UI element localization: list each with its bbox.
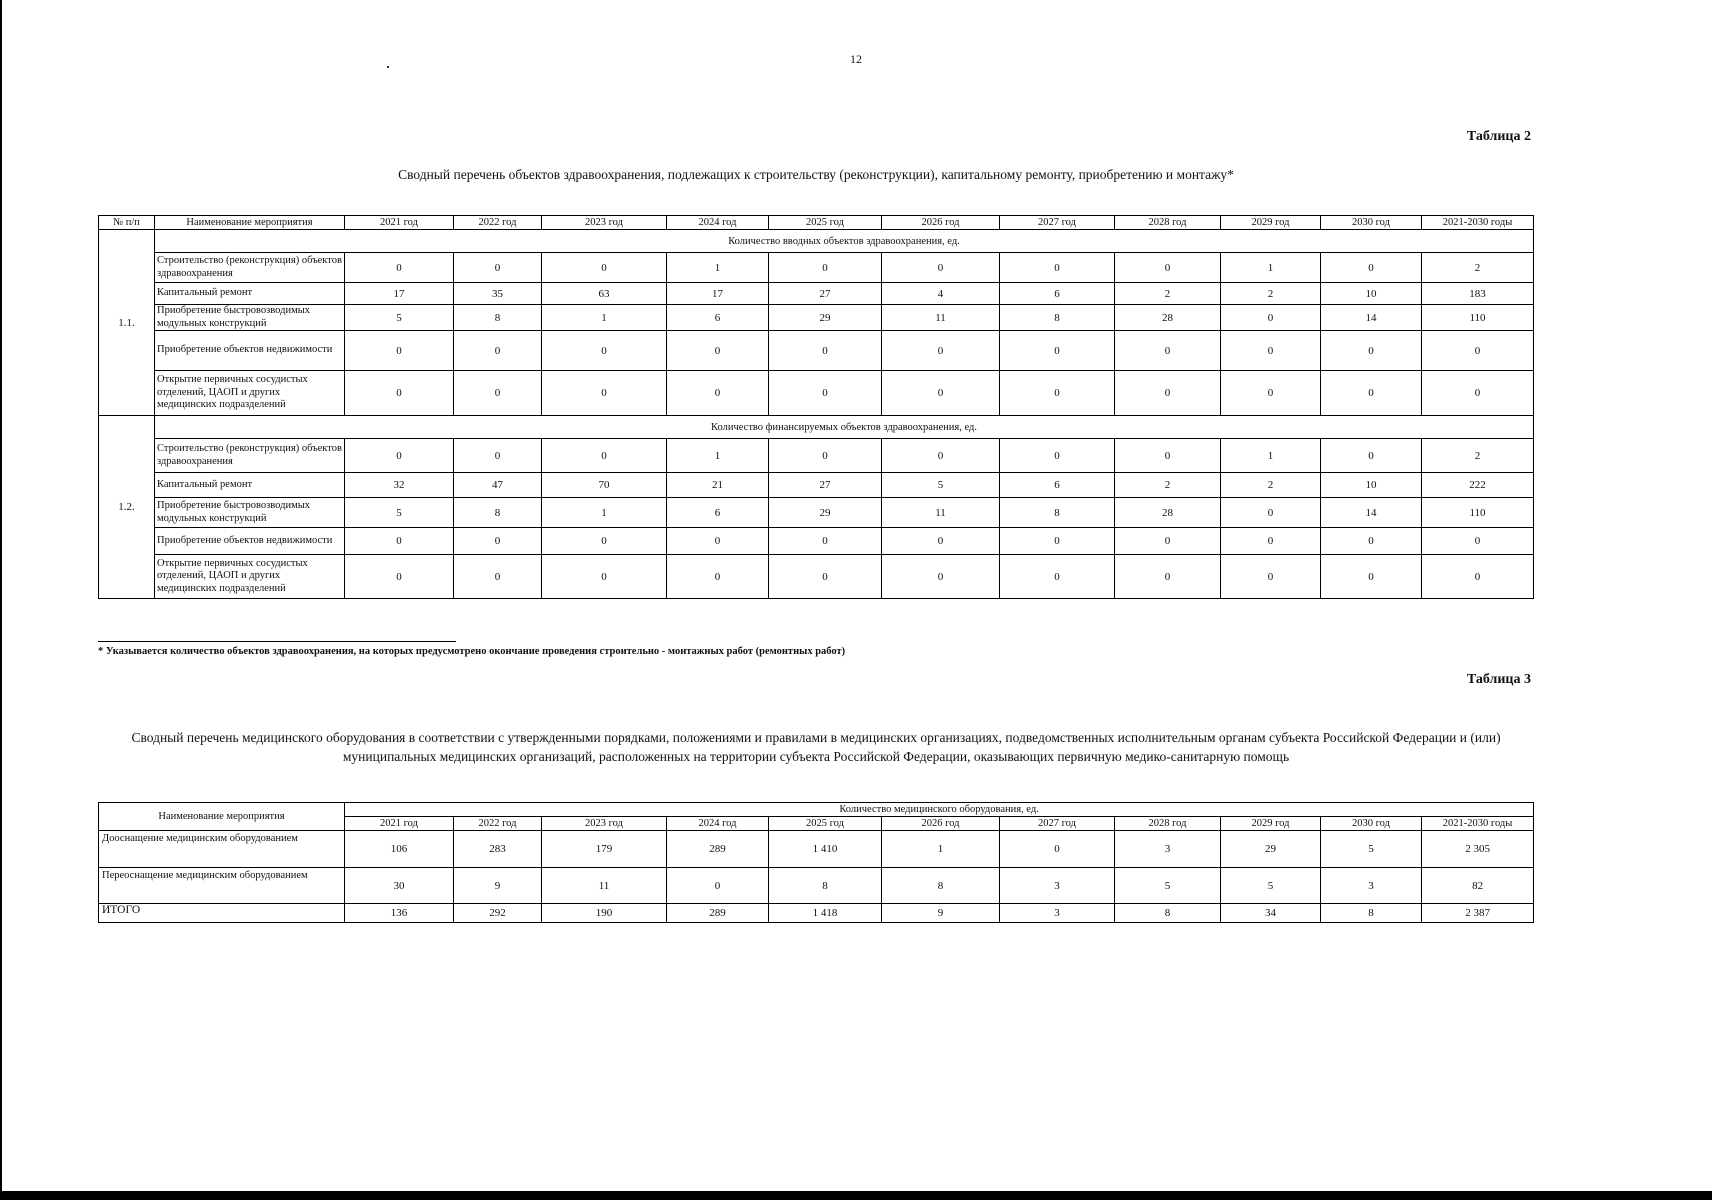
header-cell: 2021 год bbox=[345, 216, 454, 230]
value-cell: 8 bbox=[1000, 305, 1115, 331]
value-cell: 10 bbox=[1321, 473, 1422, 498]
header-cell: № п/п bbox=[99, 216, 155, 230]
table-row bbox=[99, 831, 1534, 868]
value-cell: 8 bbox=[454, 498, 542, 528]
value-cell: 2 305 bbox=[1422, 831, 1534, 868]
header-cell: 2023 год bbox=[542, 216, 667, 230]
row-name: Капитальный ремонт bbox=[155, 283, 345, 305]
total-label: ИТОГО bbox=[99, 904, 345, 923]
value-cell: 11 bbox=[882, 305, 1000, 331]
value-cell: 0 bbox=[542, 528, 667, 555]
header-cell: 2030 год bbox=[1321, 216, 1422, 230]
value-cell: 0 bbox=[1321, 253, 1422, 283]
table-row bbox=[99, 305, 1534, 331]
header-cell: 2022 год bbox=[454, 216, 542, 230]
value-cell: 0 bbox=[1422, 528, 1534, 555]
value-cell: 21 bbox=[667, 473, 769, 498]
value-cell: 289 bbox=[667, 904, 769, 923]
value-cell: 0 bbox=[454, 331, 542, 371]
value-cell: 17 bbox=[667, 283, 769, 305]
value-cell: 0 bbox=[1000, 331, 1115, 371]
value-cell: 0 bbox=[542, 555, 667, 599]
value-cell: 5 bbox=[882, 473, 1000, 498]
row-name: Открытие первичных сосудистых отделений, ЦАОП и других медицинских подразделений bbox=[155, 371, 345, 416]
row-name: Приобретение быстровозводимых модульных конструкций bbox=[155, 498, 345, 528]
value-cell: 3 bbox=[1115, 831, 1221, 868]
value-cell: 27 bbox=[769, 283, 882, 305]
value-cell: 1 bbox=[1221, 439, 1321, 473]
value-cell: 0 bbox=[1000, 528, 1115, 555]
value-cell: 179 bbox=[542, 831, 667, 868]
value-cell: 0 bbox=[1321, 371, 1422, 416]
value-cell: 0 bbox=[454, 253, 542, 283]
value-cell: 17 bbox=[345, 283, 454, 305]
table-row bbox=[99, 283, 1534, 305]
value-cell: 82 bbox=[1422, 868, 1534, 904]
value-cell: 0 bbox=[1221, 555, 1321, 599]
value-cell: 0 bbox=[1115, 253, 1221, 283]
value-cell: 0 bbox=[345, 331, 454, 371]
value-cell: 0 bbox=[542, 439, 667, 473]
value-cell: 11 bbox=[882, 498, 1000, 528]
value-cell: 2 bbox=[1115, 473, 1221, 498]
value-cell: 0 bbox=[1115, 439, 1221, 473]
section-index: 1.2. bbox=[99, 416, 155, 599]
year-header-cell: 2024 год bbox=[667, 817, 769, 831]
value-cell: 183 bbox=[1422, 283, 1534, 305]
year-header-cell: 2026 год bbox=[882, 817, 1000, 831]
row-name: Строительство (реконструкция) объектов здравоохранения bbox=[155, 253, 345, 283]
table-row bbox=[99, 868, 1534, 904]
value-cell: 0 bbox=[667, 528, 769, 555]
value-cell: 6 bbox=[667, 498, 769, 528]
value-cell: 0 bbox=[542, 331, 667, 371]
value-cell: 0 bbox=[882, 528, 1000, 555]
value-cell: 110 bbox=[1422, 498, 1534, 528]
value-cell: 70 bbox=[542, 473, 667, 498]
value-cell: 2 bbox=[1422, 253, 1534, 283]
value-cell: 29 bbox=[1221, 831, 1321, 868]
value-cell: 5 bbox=[1321, 831, 1422, 868]
value-cell: 289 bbox=[667, 831, 769, 868]
value-cell: 1 bbox=[542, 305, 667, 331]
value-cell: 27 bbox=[769, 473, 882, 498]
value-cell: 2 bbox=[1221, 473, 1321, 498]
value-cell: 0 bbox=[667, 331, 769, 371]
value-cell: 110 bbox=[1422, 305, 1534, 331]
value-cell: 5 bbox=[1221, 868, 1321, 904]
value-cell: 0 bbox=[882, 439, 1000, 473]
value-cell: 8 bbox=[1321, 904, 1422, 923]
value-cell: 0 bbox=[667, 371, 769, 416]
value-cell: 0 bbox=[454, 371, 542, 416]
value-cell: 0 bbox=[769, 371, 882, 416]
value-cell: 29 bbox=[769, 305, 882, 331]
value-cell: 2 bbox=[1221, 283, 1321, 305]
value-cell: 32 bbox=[345, 473, 454, 498]
value-cell: 0 bbox=[542, 371, 667, 416]
total-row bbox=[99, 904, 1534, 923]
value-cell: 63 bbox=[542, 283, 667, 305]
value-cell: 0 bbox=[769, 555, 882, 599]
year-header-cell: 2029 год bbox=[1221, 817, 1321, 831]
value-cell: 2 387 bbox=[1422, 904, 1534, 923]
value-cell: 8 bbox=[769, 868, 882, 904]
value-cell: 0 bbox=[1422, 331, 1534, 371]
value-cell: 14 bbox=[1321, 498, 1422, 528]
value-cell: 9 bbox=[454, 868, 542, 904]
value-cell: 0 bbox=[454, 439, 542, 473]
table2-footnote: * Указывается количество объектов здравоохранения, на которых предусмотрено окончание проведения строительно - монтажных работ (ремонтных работ) bbox=[98, 646, 846, 657]
value-cell: 0 bbox=[454, 555, 542, 599]
value-cell: 0 bbox=[345, 555, 454, 599]
value-cell: 0 bbox=[542, 253, 667, 283]
header-cell: 2028 год bbox=[1115, 216, 1221, 230]
year-header-cell: 2021 год bbox=[345, 817, 454, 831]
table-row bbox=[99, 528, 1534, 555]
value-cell: 6 bbox=[667, 305, 769, 331]
row-name: Строительство (реконструкция) объектов здравоохранения bbox=[155, 439, 345, 473]
year-header-cell: 2030 год bbox=[1321, 817, 1422, 831]
value-cell: 0 bbox=[345, 371, 454, 416]
value-cell: 106 bbox=[345, 831, 454, 868]
table-row bbox=[99, 439, 1534, 473]
row-name: Капитальный ремонт bbox=[155, 473, 345, 498]
value-cell: 5 bbox=[1115, 868, 1221, 904]
year-header-cell: 2023 год bbox=[542, 817, 667, 831]
value-cell: 0 bbox=[1000, 439, 1115, 473]
header-cell: 2024 год bbox=[667, 216, 769, 230]
equipment-table bbox=[98, 802, 1534, 923]
header-cell: 2025 год bbox=[769, 216, 882, 230]
value-cell: 0 bbox=[1321, 555, 1422, 599]
table-row bbox=[99, 371, 1534, 416]
footnote-divider bbox=[98, 641, 456, 642]
value-cell: 0 bbox=[882, 371, 1000, 416]
value-cell: 1 bbox=[667, 253, 769, 283]
value-cell: 136 bbox=[345, 904, 454, 923]
table2-label: Таблица 2 bbox=[1466, 129, 1531, 144]
value-cell: 3 bbox=[1321, 868, 1422, 904]
value-cell: 0 bbox=[1221, 305, 1321, 331]
table3-group-header-row bbox=[99, 803, 1534, 817]
year-header-cell: 2027 год bbox=[1000, 817, 1115, 831]
value-cell: 0 bbox=[1321, 331, 1422, 371]
value-cell: 0 bbox=[882, 555, 1000, 599]
row-name: Дооснащение медицинским оборудованием bbox=[99, 831, 345, 868]
value-cell: 4 bbox=[882, 283, 1000, 305]
section-title: Количество финансируемых объектов здравоохранения, ед. bbox=[155, 416, 1534, 439]
value-cell: 0 bbox=[1321, 439, 1422, 473]
value-cell: 0 bbox=[1115, 371, 1221, 416]
value-cell: 14 bbox=[1321, 305, 1422, 331]
value-cell: 222 bbox=[1422, 473, 1534, 498]
value-cell: 5 bbox=[345, 305, 454, 331]
table-row bbox=[99, 555, 1534, 599]
table-row bbox=[99, 253, 1534, 283]
section-header-row bbox=[99, 416, 1534, 439]
value-cell: 0 bbox=[769, 528, 882, 555]
name-column-header: Наименование мероприятия bbox=[99, 803, 345, 831]
value-cell: 1 bbox=[542, 498, 667, 528]
value-cell: 0 bbox=[1000, 831, 1115, 868]
value-cell: 3 bbox=[1000, 904, 1115, 923]
value-cell: 2 bbox=[1115, 283, 1221, 305]
scan-bottom-edge bbox=[0, 1191, 1712, 1200]
value-cell: 0 bbox=[345, 528, 454, 555]
objects-table bbox=[98, 215, 1534, 599]
value-cell: 29 bbox=[769, 498, 882, 528]
value-cell: 0 bbox=[667, 868, 769, 904]
value-cell: 1 bbox=[1221, 253, 1321, 283]
value-cell: 28 bbox=[1115, 498, 1221, 528]
value-cell: 8 bbox=[1115, 904, 1221, 923]
header-cell: 2026 год bbox=[882, 216, 1000, 230]
value-cell: 6 bbox=[1000, 473, 1115, 498]
year-header-cell: 2022 год bbox=[454, 817, 542, 831]
page-number: 12 bbox=[850, 52, 862, 66]
value-cell: 1 418 bbox=[769, 904, 882, 923]
header-cell: 2021-2030 годы bbox=[1422, 216, 1534, 230]
table-row bbox=[99, 498, 1534, 528]
value-cell: 28 bbox=[1115, 305, 1221, 331]
value-cell: 0 bbox=[1115, 528, 1221, 555]
value-cell: 0 bbox=[1000, 555, 1115, 599]
year-header-cell: 2025 год bbox=[769, 817, 882, 831]
value-cell: 0 bbox=[345, 439, 454, 473]
value-cell: 8 bbox=[454, 305, 542, 331]
value-cell: 47 bbox=[454, 473, 542, 498]
table-row bbox=[99, 473, 1534, 498]
value-cell: 0 bbox=[1422, 371, 1534, 416]
value-cell: 6 bbox=[1000, 283, 1115, 305]
value-cell: 1 bbox=[667, 439, 769, 473]
section-title: Количество вводных объектов здравоохранения, ед. bbox=[155, 230, 1534, 253]
value-cell: 9 bbox=[882, 904, 1000, 923]
scan-left-edge bbox=[0, 0, 2, 1200]
value-cell: 0 bbox=[1115, 331, 1221, 371]
value-cell: 0 bbox=[1000, 371, 1115, 416]
header-cell: 2029 год bbox=[1221, 216, 1321, 230]
value-cell: 0 bbox=[882, 253, 1000, 283]
value-cell: 0 bbox=[454, 528, 542, 555]
value-cell: 5 bbox=[345, 498, 454, 528]
header-cell: 2027 год bbox=[1000, 216, 1115, 230]
row-name: Открытие первичных сосудистых отделений, ЦАОП и других медицинских подразделений bbox=[155, 555, 345, 599]
value-cell: 11 bbox=[542, 868, 667, 904]
table3-title: Сводный перечень медицинского оборудования в соответствии с утвержденными порядками, положениями и правилами в медицинских организациях, подведомственных исполнительным органам субъекта Российской Федерации и (или) муниципальных медицинских организаций, расположенных на территории субъекта Российской Федерации, оказывающих первичную медико-санитарную помощь bbox=[131, 730, 1501, 764]
table3-label: Таблица 3 bbox=[1466, 672, 1531, 687]
table-row bbox=[99, 331, 1534, 371]
value-cell: 292 bbox=[454, 904, 542, 923]
value-cell: 0 bbox=[1221, 528, 1321, 555]
value-cell: 34 bbox=[1221, 904, 1321, 923]
value-cell: 1 410 bbox=[769, 831, 882, 868]
value-cell: 0 bbox=[1321, 528, 1422, 555]
value-cell: 1 bbox=[882, 831, 1000, 868]
value-cell: 0 bbox=[345, 253, 454, 283]
value-cell: 0 bbox=[769, 331, 882, 371]
value-cell: 10 bbox=[1321, 283, 1422, 305]
value-cell: 0 bbox=[769, 439, 882, 473]
value-cell: 3 bbox=[1000, 868, 1115, 904]
table2-title: Сводный перечень объектов здравоохранения, подлежащих к строительству (реконструкции), капитальному ремонту, приобретению и монтажу* bbox=[398, 167, 1234, 182]
year-header-cell: 2021-2030 годы bbox=[1422, 817, 1534, 831]
header-cell: Наименование мероприятия bbox=[155, 216, 345, 230]
value-cell: 0 bbox=[1221, 331, 1321, 371]
row-name: Переоснащение медицинским оборудованием bbox=[99, 868, 345, 904]
value-cell: 30 bbox=[345, 868, 454, 904]
value-cell: 0 bbox=[1000, 253, 1115, 283]
table2-header-row bbox=[99, 216, 1534, 230]
group-column-header: Количество медицинского оборудования, ед. bbox=[345, 803, 1534, 817]
value-cell: 0 bbox=[1115, 555, 1221, 599]
value-cell: 8 bbox=[882, 868, 1000, 904]
value-cell: 0 bbox=[1221, 498, 1321, 528]
row-name: Приобретение объектов недвижимости bbox=[155, 331, 345, 371]
value-cell: 8 bbox=[1000, 498, 1115, 528]
value-cell: 35 bbox=[454, 283, 542, 305]
row-name: Приобретение объектов недвижимости bbox=[155, 528, 345, 555]
value-cell: 283 bbox=[454, 831, 542, 868]
year-header-cell: 2028 год bbox=[1115, 817, 1221, 831]
value-cell: 0 bbox=[1221, 371, 1321, 416]
section-header-row bbox=[99, 230, 1534, 253]
value-cell: 190 bbox=[542, 904, 667, 923]
value-cell: 0 bbox=[1422, 555, 1534, 599]
value-cell: 0 bbox=[882, 331, 1000, 371]
row-name: Приобретение быстровозводимых модульных конструкций bbox=[155, 305, 345, 331]
section-index: 1.1. bbox=[99, 230, 155, 416]
value-cell: 0 bbox=[667, 555, 769, 599]
value-cell: 2 bbox=[1422, 439, 1534, 473]
value-cell: 0 bbox=[769, 253, 882, 283]
